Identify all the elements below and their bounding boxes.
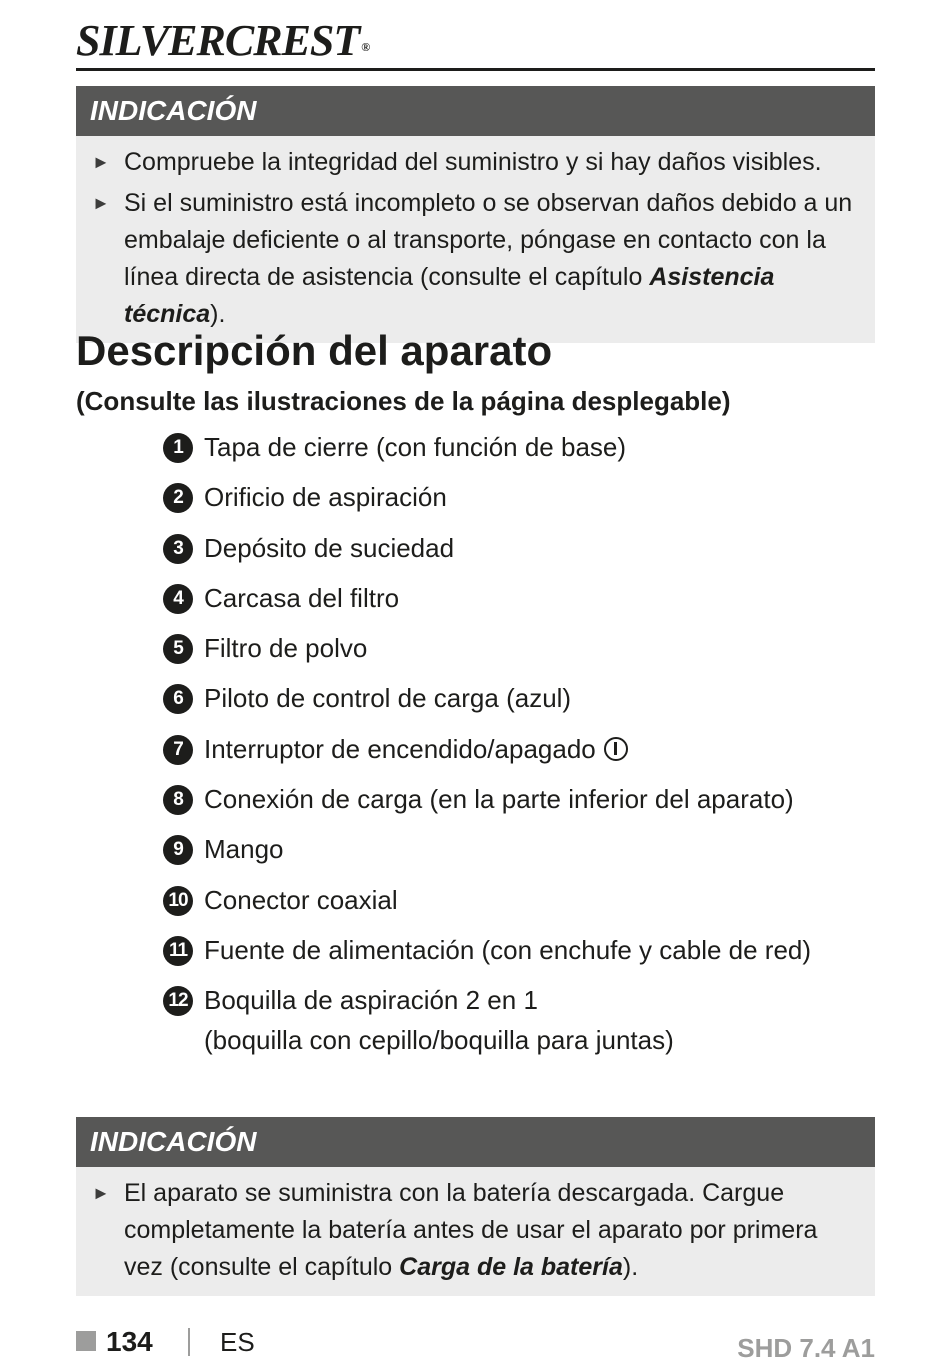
note-bullet bbox=[90, 144, 861, 181]
part-label: Boquilla de aspiración 2 en 1 bbox=[204, 985, 538, 1016]
note-box-bottom bbox=[76, 1117, 875, 1296]
part-label: Depósito de suciedad bbox=[204, 532, 455, 563]
part-item bbox=[163, 528, 875, 578]
part-item bbox=[163, 980, 875, 1070]
part-item bbox=[163, 628, 875, 678]
footer-square-marker bbox=[76, 1331, 96, 1351]
part-item bbox=[163, 779, 875, 829]
part-label: Piloto de control de carga (azul) bbox=[204, 683, 572, 714]
note-bullet bbox=[90, 1175, 861, 1286]
part-number-badge: 7 bbox=[163, 735, 193, 765]
part-label: Carcasa del filtro bbox=[204, 582, 400, 613]
part-label: Conector coaxial bbox=[204, 884, 398, 915]
part-item bbox=[163, 880, 875, 930]
registered-mark: ® bbox=[361, 40, 370, 54]
brand-name: SILVERCREST bbox=[76, 16, 360, 65]
note-title: INDICACIÓN bbox=[76, 86, 875, 136]
part-label: Filtro de polvo bbox=[204, 633, 368, 664]
part-label: Interruptor de encendido/apagado bbox=[204, 733, 596, 764]
chapter-reference: Carga de la batería bbox=[399, 1253, 623, 1281]
part-label: Conexión de carga (en la parte inferior del aparato) bbox=[204, 784, 794, 815]
part-number-badge: 9 bbox=[163, 835, 193, 865]
bullet-arrow-icon: ► bbox=[92, 152, 110, 172]
bullet-text: El aparato se suministra con la batería descargada. Cargue completamente la batería antes de usar el aparato por primera vez (consulte el capítulo bbox=[124, 1179, 818, 1281]
bullet-text-end: ). bbox=[210, 300, 226, 328]
note-title: INDICACIÓN bbox=[76, 1117, 875, 1167]
header-rule bbox=[76, 68, 875, 71]
part-label: Tapa de cierre (con función de base) bbox=[204, 432, 627, 462]
part-label: Fuente de alimentación (con enchufe y cable de red) bbox=[204, 934, 812, 965]
power-icon bbox=[604, 737, 628, 761]
model-number: SHD 7.4 A1 bbox=[737, 1333, 875, 1363]
part-number-badge: 12 bbox=[163, 986, 193, 1016]
bullet-arrow-icon: ► bbox=[92, 1183, 110, 1203]
part-number-badge: 8 bbox=[163, 785, 193, 815]
part-label: Orificio de aspiración bbox=[204, 482, 447, 513]
page-footer bbox=[76, 1322, 875, 1362]
part-label-line2: (boquilla con cepillo/boquilla para juntas) bbox=[204, 1025, 674, 1056]
brand-logo bbox=[76, 16, 369, 66]
section-title: Descripción del aparato bbox=[76, 327, 553, 374]
part-item bbox=[163, 678, 875, 728]
part-number-badge: 3 bbox=[163, 534, 193, 564]
part-label: Mango bbox=[204, 834, 284, 865]
footer-divider bbox=[188, 1328, 190, 1356]
note-body bbox=[76, 1167, 875, 1296]
part-item bbox=[163, 427, 875, 477]
part-number-badge: 6 bbox=[163, 684, 193, 714]
bullet-arrow-icon: ► bbox=[92, 193, 110, 213]
part-number-badge: 1 bbox=[163, 433, 193, 463]
note-body bbox=[76, 136, 875, 343]
chapter-reference: Asistencia técnica bbox=[124, 263, 775, 328]
part-number-badge: 4 bbox=[163, 584, 193, 614]
note-bullet bbox=[90, 185, 861, 333]
part-number-badge: 10 bbox=[163, 886, 193, 916]
part-item bbox=[163, 930, 875, 980]
language-code: ES bbox=[220, 1327, 255, 1357]
part-item bbox=[163, 829, 875, 879]
part-item bbox=[163, 477, 875, 527]
page-number: 134 bbox=[106, 1326, 153, 1357]
note-box-top bbox=[76, 86, 875, 343]
part-number-badge: 2 bbox=[163, 483, 193, 513]
part-number-badge: 5 bbox=[163, 634, 193, 664]
part-number-badge: 11 bbox=[163, 936, 193, 966]
bullet-text-end: ). bbox=[622, 1253, 639, 1281]
section-subtitle: (Consulte las ilustraciones de la página desplegable) bbox=[76, 386, 731, 416]
bullet-text: Compruebe la integridad del suministro y si hay daños visibles. bbox=[124, 148, 822, 176]
part-item bbox=[163, 729, 875, 779]
part-item bbox=[163, 578, 875, 628]
parts-list bbox=[163, 427, 875, 1070]
bullet-text: Si el suministro está incompleto o se observan daños debido a un embalaje deficiente o al transporte, póngase en contacto con la línea directa de asistencia (consulte el capítulo bbox=[124, 189, 853, 291]
